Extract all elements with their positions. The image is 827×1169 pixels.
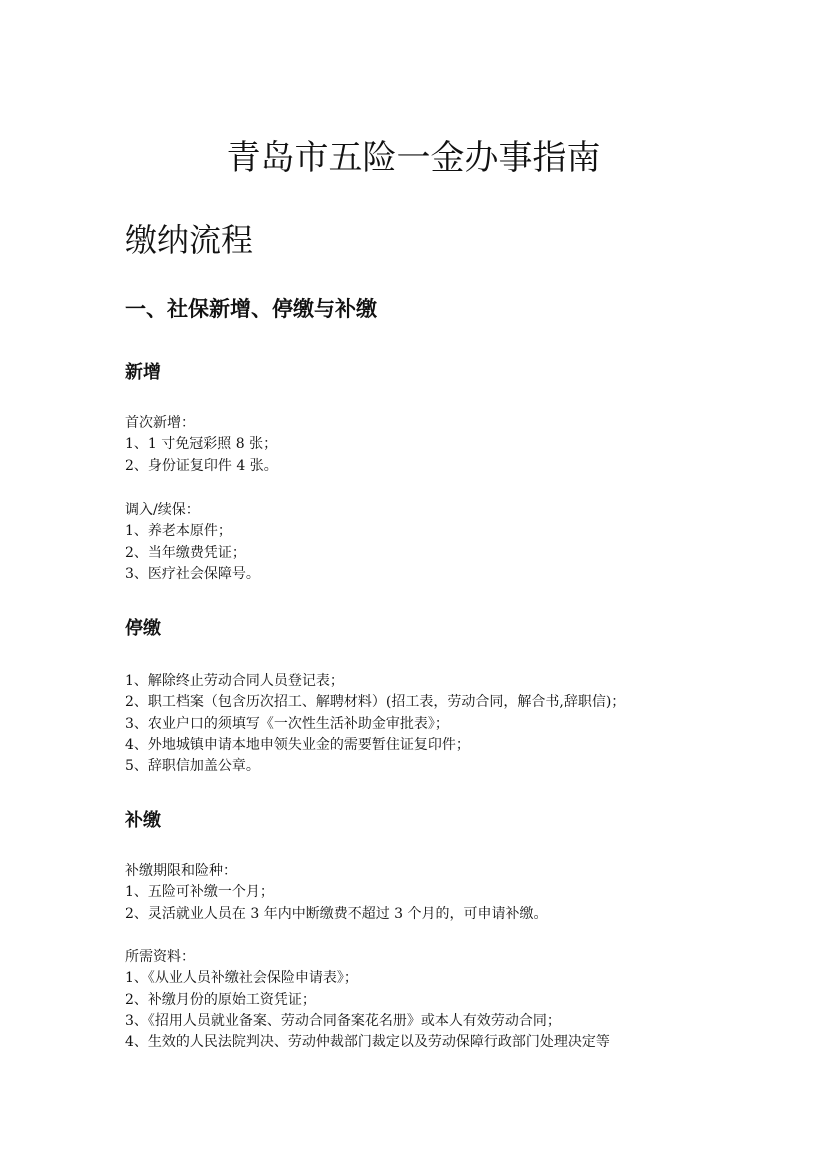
list-item: 2、灵活就业人员在 3 年内中断缴费不超过 3 个月的，可申请补缴。 [125,905,548,922]
list-item: 2、身份证复印件 4 张。 [125,457,278,474]
subheading-stop-payment: 停缴 [125,618,161,639]
back-payment-period-list [125,861,725,925]
list-item: 1、五险可补缴一个月； [125,884,274,901]
list-item: 1、养老本原件； [125,523,232,540]
subheading-back-payment: 补缴 [125,810,161,831]
period-label: 补缴期限和险种： [125,863,237,879]
transfer-label: 调入/续保： [125,502,200,518]
subheading-new-enrollment: 新增 [125,362,161,383]
list-item: 4、生效的人民法院判决、劳动仲裁部门裁定以及劳动保障行政部门处理决定等 [125,1034,610,1051]
list-item: 1、解除终止劳动合同人员登记表； [125,673,344,689]
list-item: 3、《招用人员就业备案、劳动合同备案花名册》或本人有效劳动合同； [125,1012,561,1029]
materials-list [125,947,725,1053]
first-add-label: 首次新增： [125,415,195,431]
stop-payment-list [125,671,725,777]
section-heading-social-insurance: 一、社保新增、停缴与补缴 [125,296,377,321]
list-item: 3、医疗社会保障号。 [125,565,260,582]
materials-label: 所需资料： [125,949,195,965]
heading-payment-process: 缴纳流程 [125,221,254,259]
list-item: 5、辞职信加盖公章。 [125,758,260,775]
transfer-list [125,500,725,585]
list-item: 2、当年缴费凭证； [125,544,246,561]
list-item: 3、农业户口的须填写《一次性生活补助金审批表》； [125,715,449,732]
list-item: 4、外地城镇申请本地申领失业金的需要暂住证复印件； [125,736,470,753]
list-item: 2、职工档案（包含历次招工、解聘材料）(招工表，劳动合同，解合书,辞职信)； [125,694,626,711]
document-title: 青岛市五险一金办事指南 [226,138,601,178]
first-add-list [125,413,725,477]
list-item: 2、补缴月份的原始工资凭证； [125,991,316,1008]
list-item: 1、《从业人员补缴社会保险申请表》； [125,970,358,987]
list-item: 1、1 寸免冠彩照 8 张； [125,436,278,453]
